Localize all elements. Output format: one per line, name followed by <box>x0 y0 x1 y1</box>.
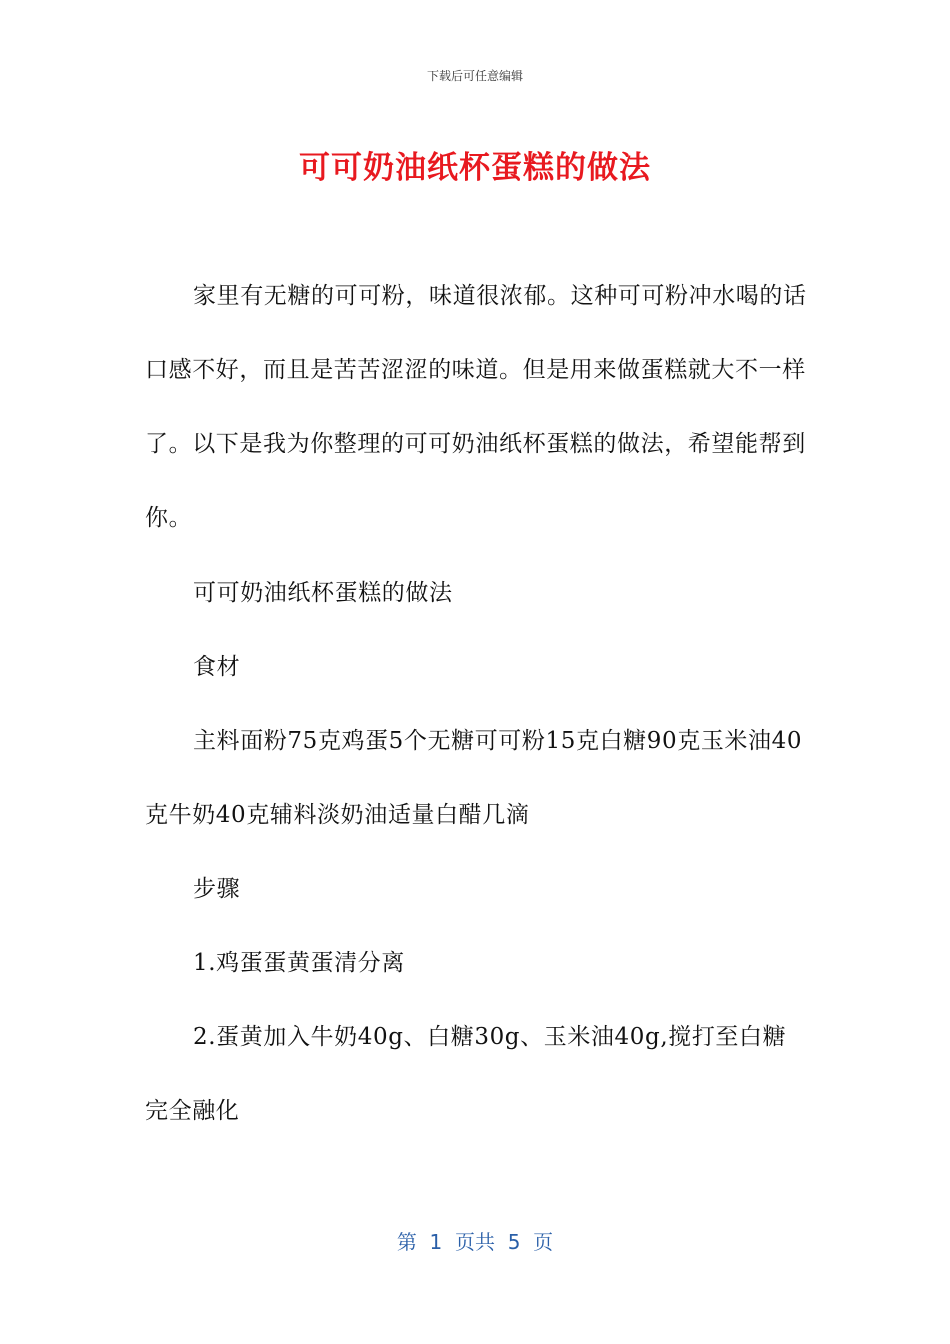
page-footer: 第 1 页共 5 页 <box>396 1230 554 1254</box>
ingredients-heading: 食材 <box>193 654 241 680</box>
steps-heading: 步骤 <box>193 876 241 902</box>
step-2: 2.蛋黄加入牛奶40g、白糖30g、玉米油40g,搅打至白糖完全融化 <box>145 1024 787 1124</box>
intro-paragraph: 家里有无糖的可可粉，味道很浓郁。这种可可粉冲水喝的话口感不好，而且是苦苦涩涩的味道。但是用来做蛋糕就大不一样了。以下是我为你整理的可可奶油纸杯蛋糕的做法，希望能帮到你。 <box>145 283 807 531</box>
step-1: 1.鸡蛋蛋黄蛋清分离 <box>193 950 405 976</box>
section-subtitle: 可可奶油纸杯蛋糕的做法 <box>193 580 453 606</box>
document-title: 可可奶油纸杯蛋糕的做法 <box>299 150 651 186</box>
header-note: 下载后可任意编辑 <box>426 69 523 83</box>
ingredients-paragraph: 主料面粉75克鸡蛋5个无糖可可粉15克白糖90克玉米油40克牛奶40克辅料淡奶油适量白醋几滴 <box>145 728 803 828</box>
